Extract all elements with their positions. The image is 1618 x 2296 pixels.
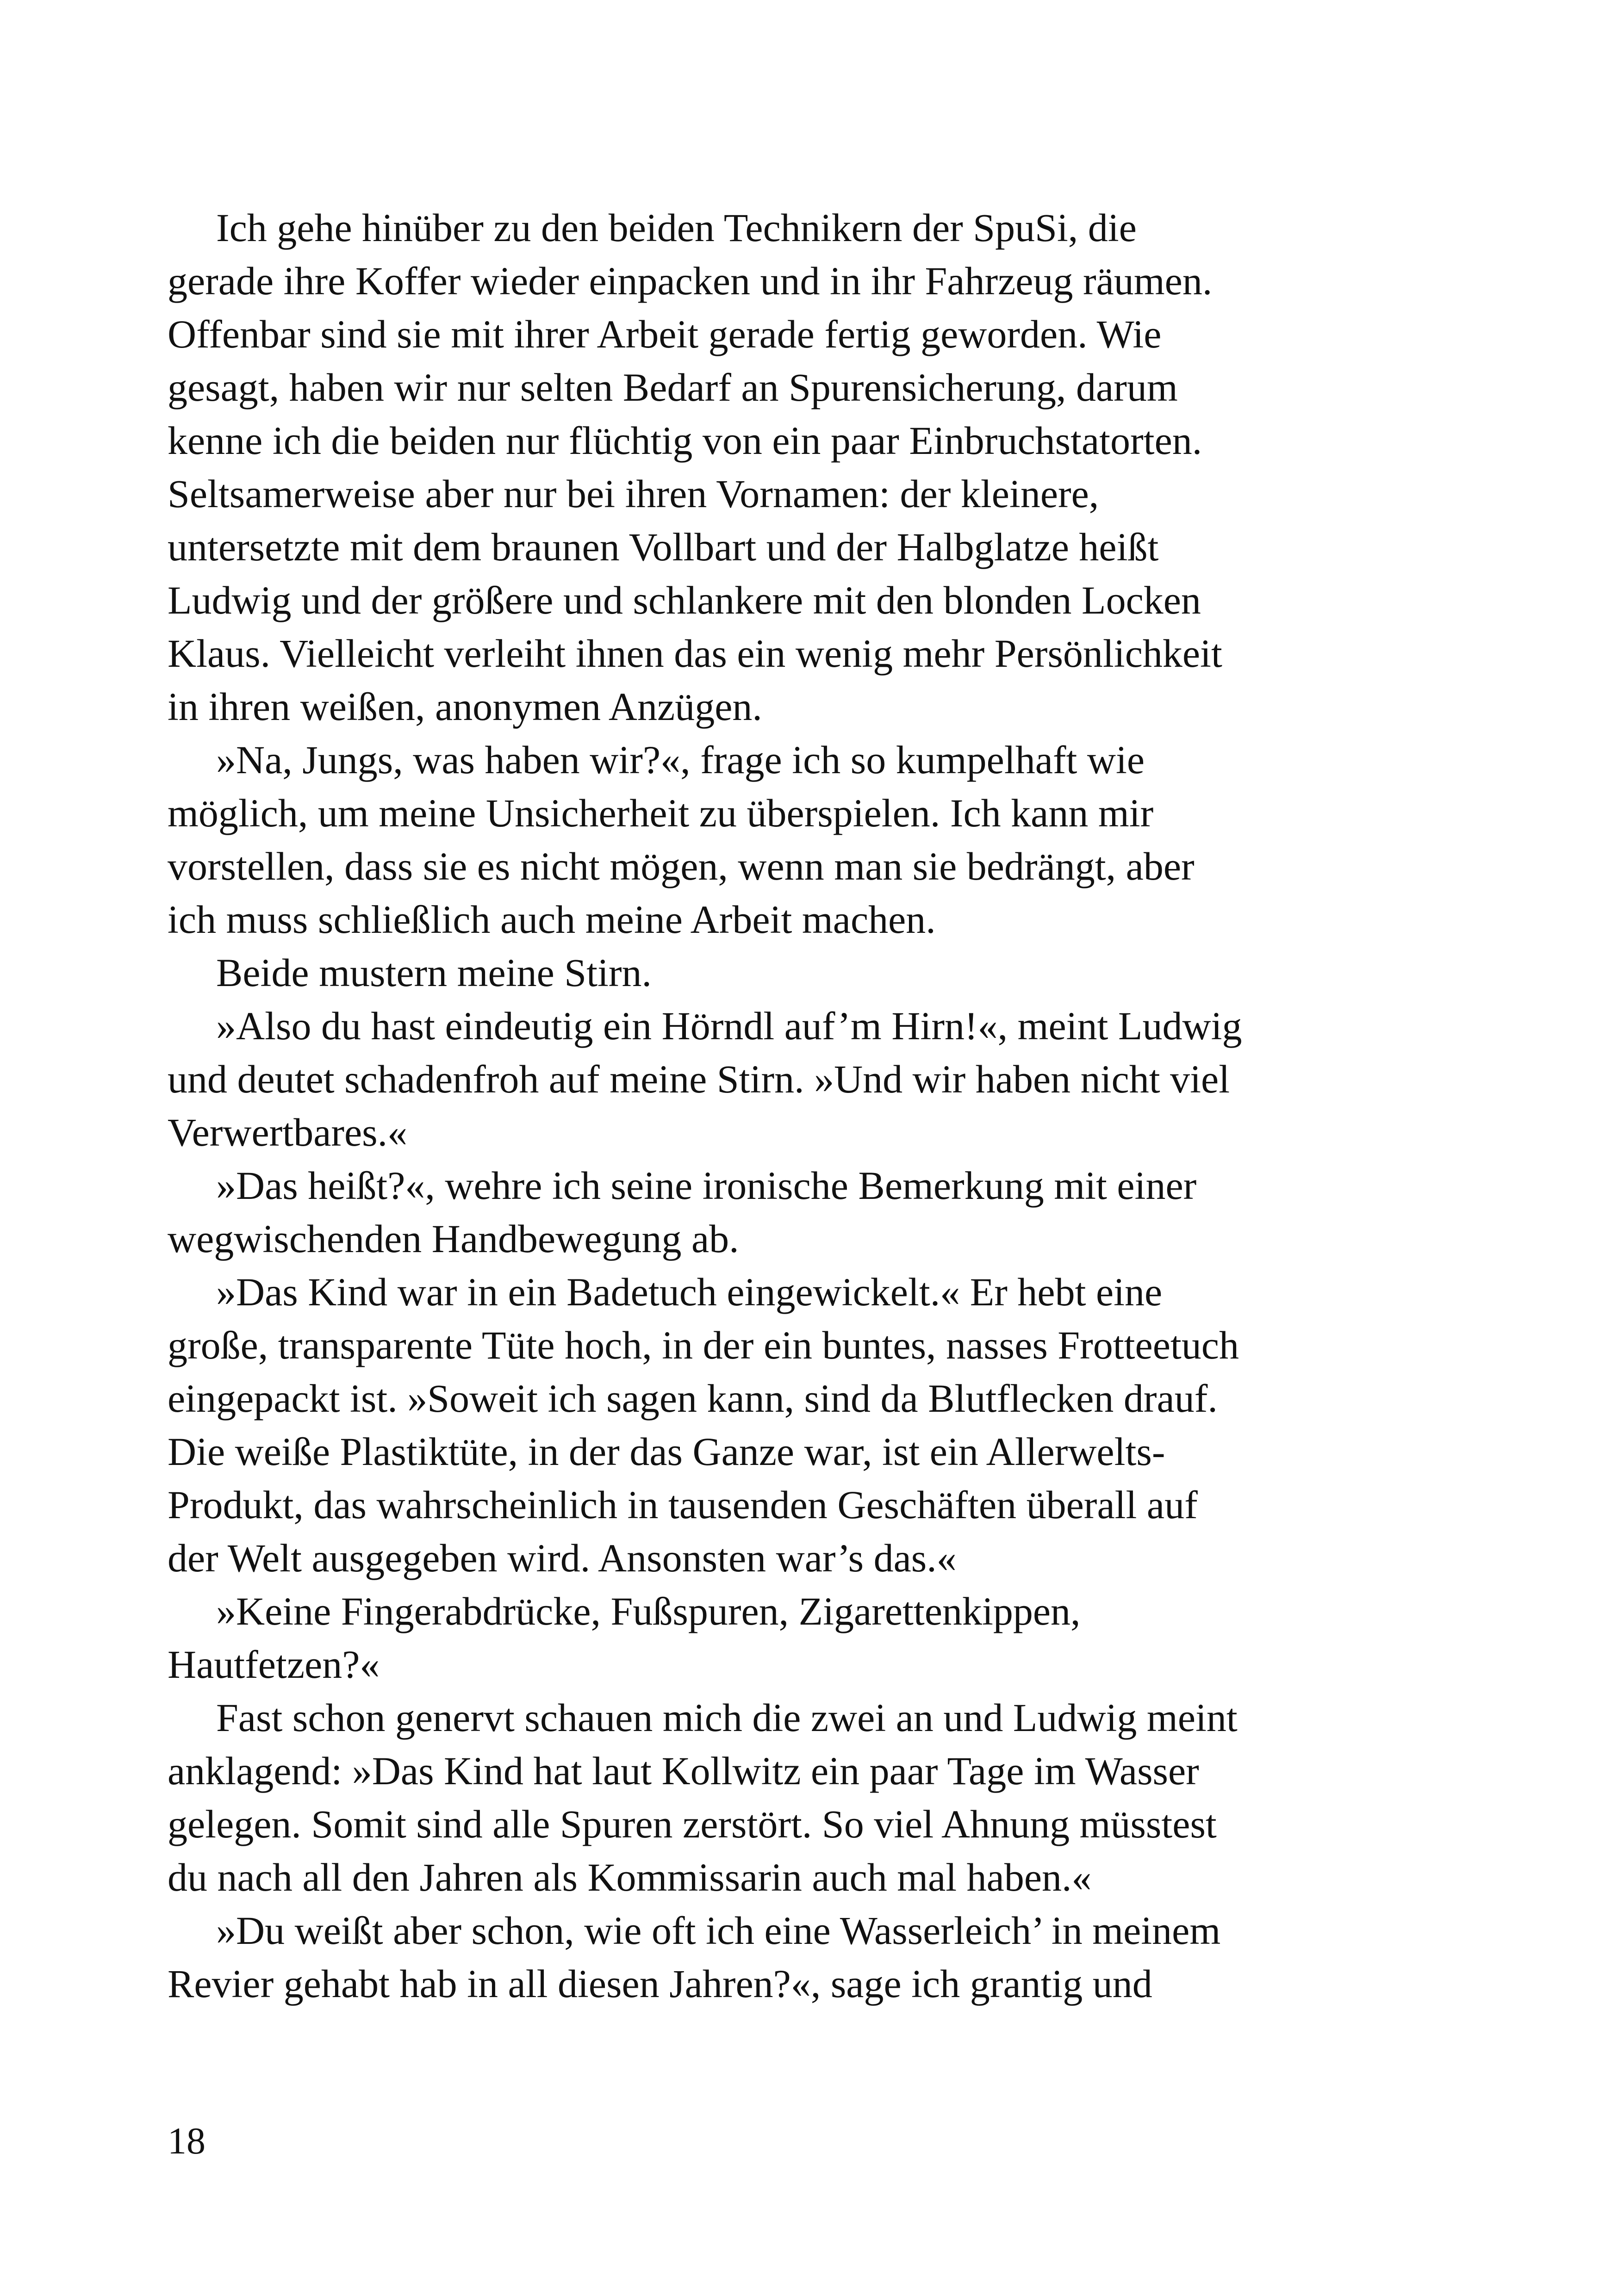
text-line: Ich gehe hinüber zu den beiden Technikern der SpuSi, die xyxy=(216,205,1137,250)
text-line: »Das heißt?«, wehre ich seine ironische Bemerkung mit einer xyxy=(216,1163,1197,1208)
text-line: Seltsamerweise aber nur bei ihren Vornamen: der kleinere, xyxy=(168,472,1099,516)
text-line: »Keine Fingerabdrücke, Fußspuren, Zigarettenkippen, xyxy=(216,1589,1081,1633)
text-line: untersetzte mit dem braunen Vollbart und der Halbglatze heißt xyxy=(168,525,1159,569)
text-line: vorstellen, dass sie es nicht mögen, wenn man sie bedrängt, aber xyxy=(168,844,1195,888)
body-text xyxy=(168,201,1417,2011)
text-line: große, transparente Tüte hoch, in der ein buntes, nasses Frotteetuch xyxy=(168,1323,1239,1367)
text-line: ich muss schließlich auch meine Arbeit machen. xyxy=(168,897,936,942)
text-line: möglich, um meine Unsicherheit zu überspielen. Ich kann mir xyxy=(168,791,1154,835)
text-line: gelegen. Somit sind alle Spuren zerstört. So viel Ahnung müsstest xyxy=(168,1802,1217,1846)
text-line: anklagend: »Das Kind hat laut Kollwitz ein paar Tage im Wasser xyxy=(168,1749,1199,1793)
text-line: gesagt, haben wir nur selten Bedarf an Spurensicherung, darum xyxy=(168,365,1178,410)
text-line: Fast schon genervt schauen mich die zwei an und Ludwig meint xyxy=(216,1695,1238,1740)
text-line: eingepackt ist. »Soweit ich sagen kann, sind da Blutflecken drauf. xyxy=(168,1376,1218,1421)
text-line: »Du weißt aber schon, wie oft ich eine Wasserleich’ in meinem xyxy=(216,1908,1221,1953)
text-line: Klaus. Vielleicht verleiht ihnen das ein wenig mehr Persönlichkeit xyxy=(168,631,1222,676)
text-line: Produkt, das wahrscheinlich in tausenden Geschäften überall auf xyxy=(168,1483,1198,1527)
text-line: in ihren weißen, anonymen Anzügen. xyxy=(168,684,762,729)
text-line: Offenbar sind sie mit ihrer Arbeit gerade fertig geworden. Wie xyxy=(168,312,1162,356)
text-line: kenne ich die beiden nur flüchtig von ein paar Einbruchstatorten. xyxy=(168,418,1202,463)
text-line: »Das Kind war in ein Badetuch eingewickelt.« Er hebt eine xyxy=(216,1270,1163,1314)
text-line: du nach all den Jahren als Kommissarin auch mal haben.« xyxy=(168,1855,1092,1899)
text-line: Die weiße Plastiktüte, in der das Ganze war, ist ein Allerwelts- xyxy=(168,1429,1165,1474)
text-line: und deutet schadenfroh auf meine Stirn. »Und wir haben nicht viel xyxy=(168,1057,1230,1101)
text-line: wegwischenden Handbewegung ab. xyxy=(168,1216,739,1261)
text-line: Hautfetzen?« xyxy=(168,1642,380,1687)
text-line: Revier gehabt hab in all diesen Jahren?«, sage ich grantig und xyxy=(168,1961,1152,2006)
text-line: Verwertbares.« xyxy=(168,1110,408,1154)
text-line: Beide mustern meine Stirn. xyxy=(216,950,652,995)
page-number: 18 xyxy=(168,2120,205,2162)
text-line: gerade ihre Koffer wieder einpacken und in ihr Fahrzeug räumen. xyxy=(168,259,1213,303)
text-line: »Also du hast eindeutig ein Hörndl auf’m Hirn!«, meint Ludwig xyxy=(216,1004,1242,1048)
text-line: »Na, Jungs, was haben wir?«, frage ich so kumpelhaft wie xyxy=(216,738,1145,782)
text-line: der Welt ausgegeben wird. Ansonsten war’s das.« xyxy=(168,1536,957,1580)
text-line: Ludwig und der größere und schlankere mit den blonden Locken xyxy=(168,578,1201,622)
